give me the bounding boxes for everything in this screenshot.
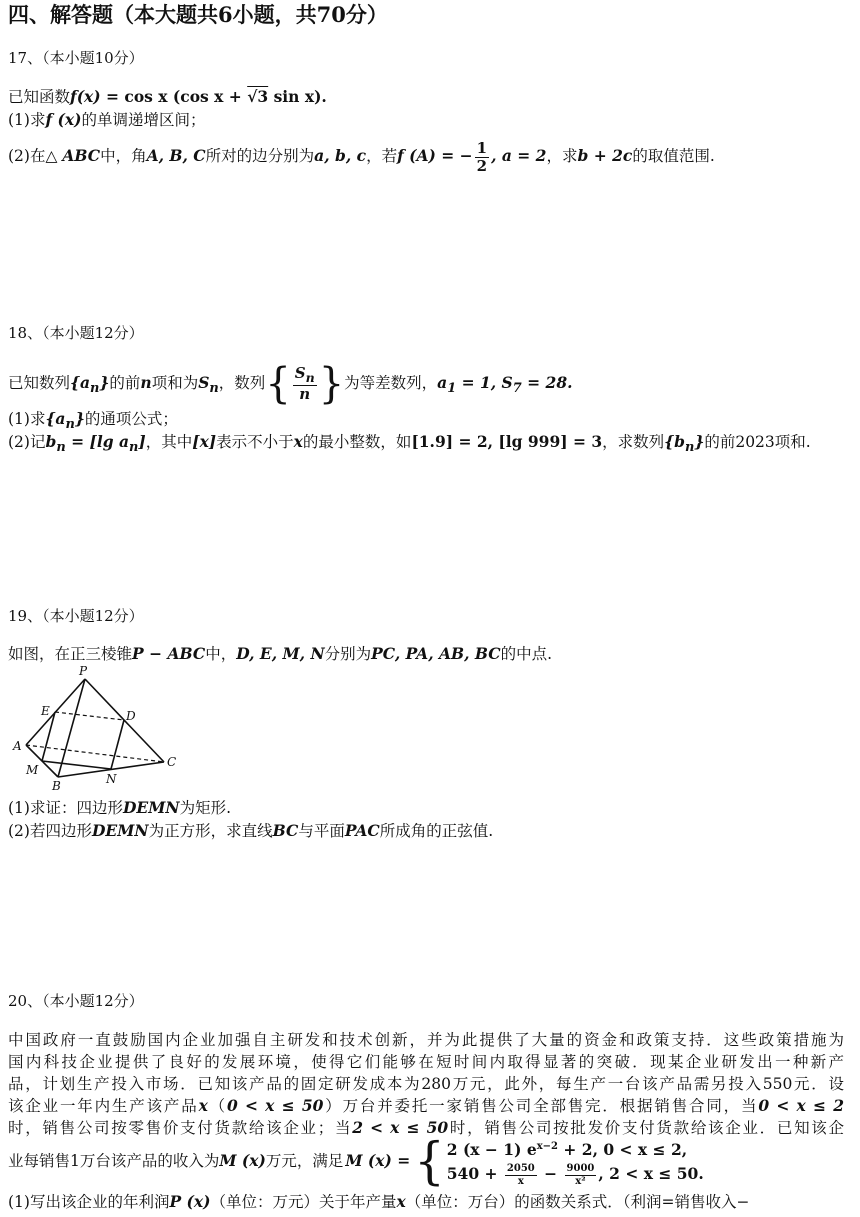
label-N: N [106,772,117,786]
q20-r4-paren: （ [207,1097,227,1115]
q19-line-bc: BC [272,821,299,840]
q20-row-3: 品，计划生产投入市场．已知该产品的固定研发成本为280万元，此外，每生产一台该产品需另投入550元．设 [8,1075,844,1093]
q19-part1-text: 为矩形. [179,799,231,817]
q17-part1 [8,109,205,131]
q18-bn-eq-sub: n [128,440,139,456]
q20-r5-text-a: 时，销售公司按零售价支付货款给该企业；当 [8,1119,353,1137]
q18-part2-label: (2)记 [8,433,46,451]
q17-part1-label: (1)求 [8,111,46,129]
q18-bn-seq-close: } [694,432,705,451]
q18-seq-a-sub: n [90,381,100,397]
q17-part2-text-a: 中，角 [100,147,147,165]
q20-pw2-d2: x² [575,1175,586,1187]
q18-text-e: 为等差数列， [344,374,438,392]
q18-fraction [293,363,317,404]
q17-triangle: ABC [62,146,101,165]
segment-MN [42,761,111,769]
q17-func-name: f [70,87,77,106]
q17-part1-func: f (x) [45,110,82,129]
q17-fraction [475,138,489,175]
q20-row-2: 国内科技企业提供了良好的发展环境，使得它们能够在短时间内取得显著的突破．现某企业研发出一种新产 [8,1053,844,1071]
q20-r6-M: M (x) [219,1151,266,1170]
q20-pw2-d1: x [517,1175,524,1187]
q17-angles: A, B, C [146,146,206,165]
edge-AC-hidden [26,745,164,762]
q17-part2 [8,136,715,176]
q17-expr: b + 2c [577,146,633,165]
q18-part2-text-a: ，其中 [145,433,193,451]
q17-part2-text-b: 所对的边分别为 [205,147,315,165]
q18-part1-seq-open: {a [45,409,66,428]
q18-part1-seq-sub: n [65,417,75,433]
q18-part1-label: (1)求 [8,410,46,428]
q20-pw2-a: 540 + [446,1164,503,1184]
q20-header: 20、（本小题12分） [8,992,144,1010]
q18-bn-seq-open: {b [664,432,685,451]
q18-cond-mid: = 1, S [456,373,513,392]
q18-Sn-sub: n [209,381,219,397]
q20-r5-text-b: 时，销售公司按批发价支付货款给该企业．已知该企 [448,1119,844,1137]
q20-row-7 [8,1191,749,1213]
q19-part2-text-a: 为正方形，求直线 [148,822,273,840]
q20-pw2-n2: 9000 [566,1162,595,1174]
q20-pw1-sup: x−2 [536,1141,558,1153]
q19-part1-label: (1)求证：四边形 [8,799,123,817]
q19-part2 [8,820,493,842]
section-title: 四、解答题（本大题共6小题，共70分） [8,2,388,27]
q19-quad: DEMN [122,798,180,817]
q17-part2-text-d: ，求 [546,147,578,165]
q18-cond-a: a [437,373,448,392]
q18-text-a: 已知数列 [8,374,71,392]
q18-part2-text-e: 的前2023项和. [704,433,811,451]
q20-piecewise [447,1135,704,1187]
q18-bn-eq-close: ] [138,432,146,451]
label-D: D [126,709,136,723]
q18-frac-num [293,363,317,387]
q17-sqrt: √3 [247,87,269,106]
q17-part2-label: (2)在△ [8,147,63,165]
q20-r5-cond: 2 < x ≤ 50 [352,1118,449,1137]
label-C: C [167,755,177,769]
label-E: E [41,704,50,718]
q20-pw1-b: + 2, 0 < x ≤ 2, [558,1140,688,1160]
q19-text-c: 分别为 [324,645,372,663]
q19-plane-pac: PAC [344,821,380,840]
q18-cond-sub7: 7 [512,381,522,397]
q20-r6-text-b: 万元，满足 [265,1152,344,1170]
q18-header: 18、（本小题12分） [8,324,144,342]
q18-cond-end: = 28. [521,373,573,392]
q17-part2-text-e: 的取值范围. [632,147,715,165]
q18-bn-sub: n [56,440,66,456]
q19-header: 19、（本小题12分） [8,607,144,625]
q18-seq-a-close: } [99,373,110,392]
q17-text: 已知函数 [8,88,71,106]
q19-part1 [8,797,231,819]
q18-part2-text-c: 的最小整数，如 [302,433,412,451]
q19-pyramid-figure [10,662,190,792]
q18-cond-sub1: 1 [447,381,457,397]
q20-r6-Meq: M (x) = [345,1151,411,1170]
q20-piecewise-brace: { [414,1131,445,1191]
q18-bn-eq: = [lg a [65,432,129,451]
label-P: P [79,664,88,678]
q17-func-arg: (x) [76,87,101,106]
q17-part2-text-c: ，若 [366,147,398,165]
q17-sides: a, b, c [314,146,367,165]
q18-frac-den: n [299,385,311,404]
q20-r6-text-a: 业每销售1万台该产品的收入为 [8,1152,220,1170]
q20-pw2-frac2 [565,1164,597,1187]
segment-DN [111,720,124,769]
q20-row-4 [8,1095,844,1118]
q18-text-d: ，数列 [218,374,266,392]
q18-part2 [8,431,811,459]
q18-brace-right: } [318,359,345,409]
q17-frac-den: 2 [476,156,488,175]
q19-text-d: 的中点. [500,645,553,663]
q18-n: n [140,373,152,392]
q20-r4-range: 0 < x ≤ 50 [226,1096,324,1115]
q18-bn-seq [664,432,705,456]
q18-seq-a [70,373,110,397]
q20-r7-text-b: （单位：万元）关于年产量 [210,1193,397,1211]
q18-part1-text: 的通项公式； [84,410,178,428]
q17-frac-num: 1 [476,138,488,157]
q17-fA: f (A) = − [397,146,473,165]
q18-x: x [293,432,303,451]
q18-ceil-x: [x] [192,432,217,451]
segment-ED-hidden [55,712,124,720]
q19-pyramid: P − ABC [132,644,206,663]
q19-points: D, E, M, N [236,644,325,663]
q20-r7-text-a: (1)写出该企业的年利润 [8,1193,170,1211]
q18-bn: b [45,432,57,451]
q18-Sn-S: S [198,373,210,392]
q20-pw2-n1: 2050 [506,1162,535,1174]
q17-func-eq: = cos x (cos x + [100,87,248,106]
q17-func-end: sin x). [268,87,327,106]
q20-row-6 [8,1133,704,1189]
q18-bn-seq-sub: n [684,440,695,456]
q19-part2-label: (2)若四边形 [8,822,92,840]
q17-statement [8,86,327,108]
q20-r4-x: x [198,1096,208,1115]
q18-frac-num-sub: n [305,369,315,385]
q20-pw2-mid: − [538,1164,563,1184]
q17-part1-text: 的单调递增区间； [81,111,206,129]
q18-condition [437,373,573,397]
label-M: M [26,763,39,777]
q17-header: 17、（本小题10分） [8,49,144,67]
q18-seq-a-open: {a [70,373,91,392]
q18-part1-seq-close: } [74,409,85,428]
label-A: A [13,739,22,753]
q19-edges: PC, PA, AB, BC [371,644,501,663]
q18-Sn [198,373,219,397]
q18-part2-text-b: 表示不小于 [216,433,294,451]
q20-r7-P: P (x) [169,1192,211,1211]
q17-a-value: , a = 2 [491,146,547,165]
q19-quad-2: DEMN [91,821,149,840]
q20-r4-cond: 0 < x ≤ 2 [758,1096,844,1115]
q18-frac-num-S: S [294,363,306,382]
q19-part2-text-b: 与平面 [298,822,345,840]
q20-pw2-frac1 [505,1164,537,1187]
q18-examples: [1.9] = 2, [lg 999] = 3 [411,432,603,451]
q18-brace-left: { [265,359,291,409]
label-B: B [52,779,61,792]
q20-r4-text-b: ）万台并委托一家销售公司全部售完．根据销售合同，当 [323,1097,759,1115]
q18-bn-def [45,432,146,456]
q20-row-1: 中国政府一直鼓励国内企业加强自主研发和技术创新，并为此提供了大量的资金和政策支持．这些政策措施为 [8,1031,844,1049]
q19-text-b: 中， [205,645,237,663]
q18-statement [8,358,573,414]
q20-r7-text-c: （单位：万台）的函数关系式．（利润=销售收入− [405,1193,750,1211]
q18-text-c: 项和为 [151,374,199,392]
q18-part1-seq [45,409,85,433]
q19-text-a: 如图，在正三棱锥 [8,645,133,663]
q18-text-b: 的前 [109,374,141,392]
q20-r7-x: x [396,1192,406,1211]
q19-part2-text-c: 所成角的正弦值. [379,822,494,840]
q20-pw-row-1 [447,1135,704,1162]
q20-pw-row-2 [447,1162,704,1187]
q20-pw1-a: 2 (x − 1) e [446,1140,537,1160]
q20-r4-text-a: 该企业一年内生产该产品 [8,1097,199,1115]
q20-pw2-b: , 2 < x ≤ 50. [598,1164,704,1184]
q18-part2-text-d: ，求数列 [602,433,665,451]
